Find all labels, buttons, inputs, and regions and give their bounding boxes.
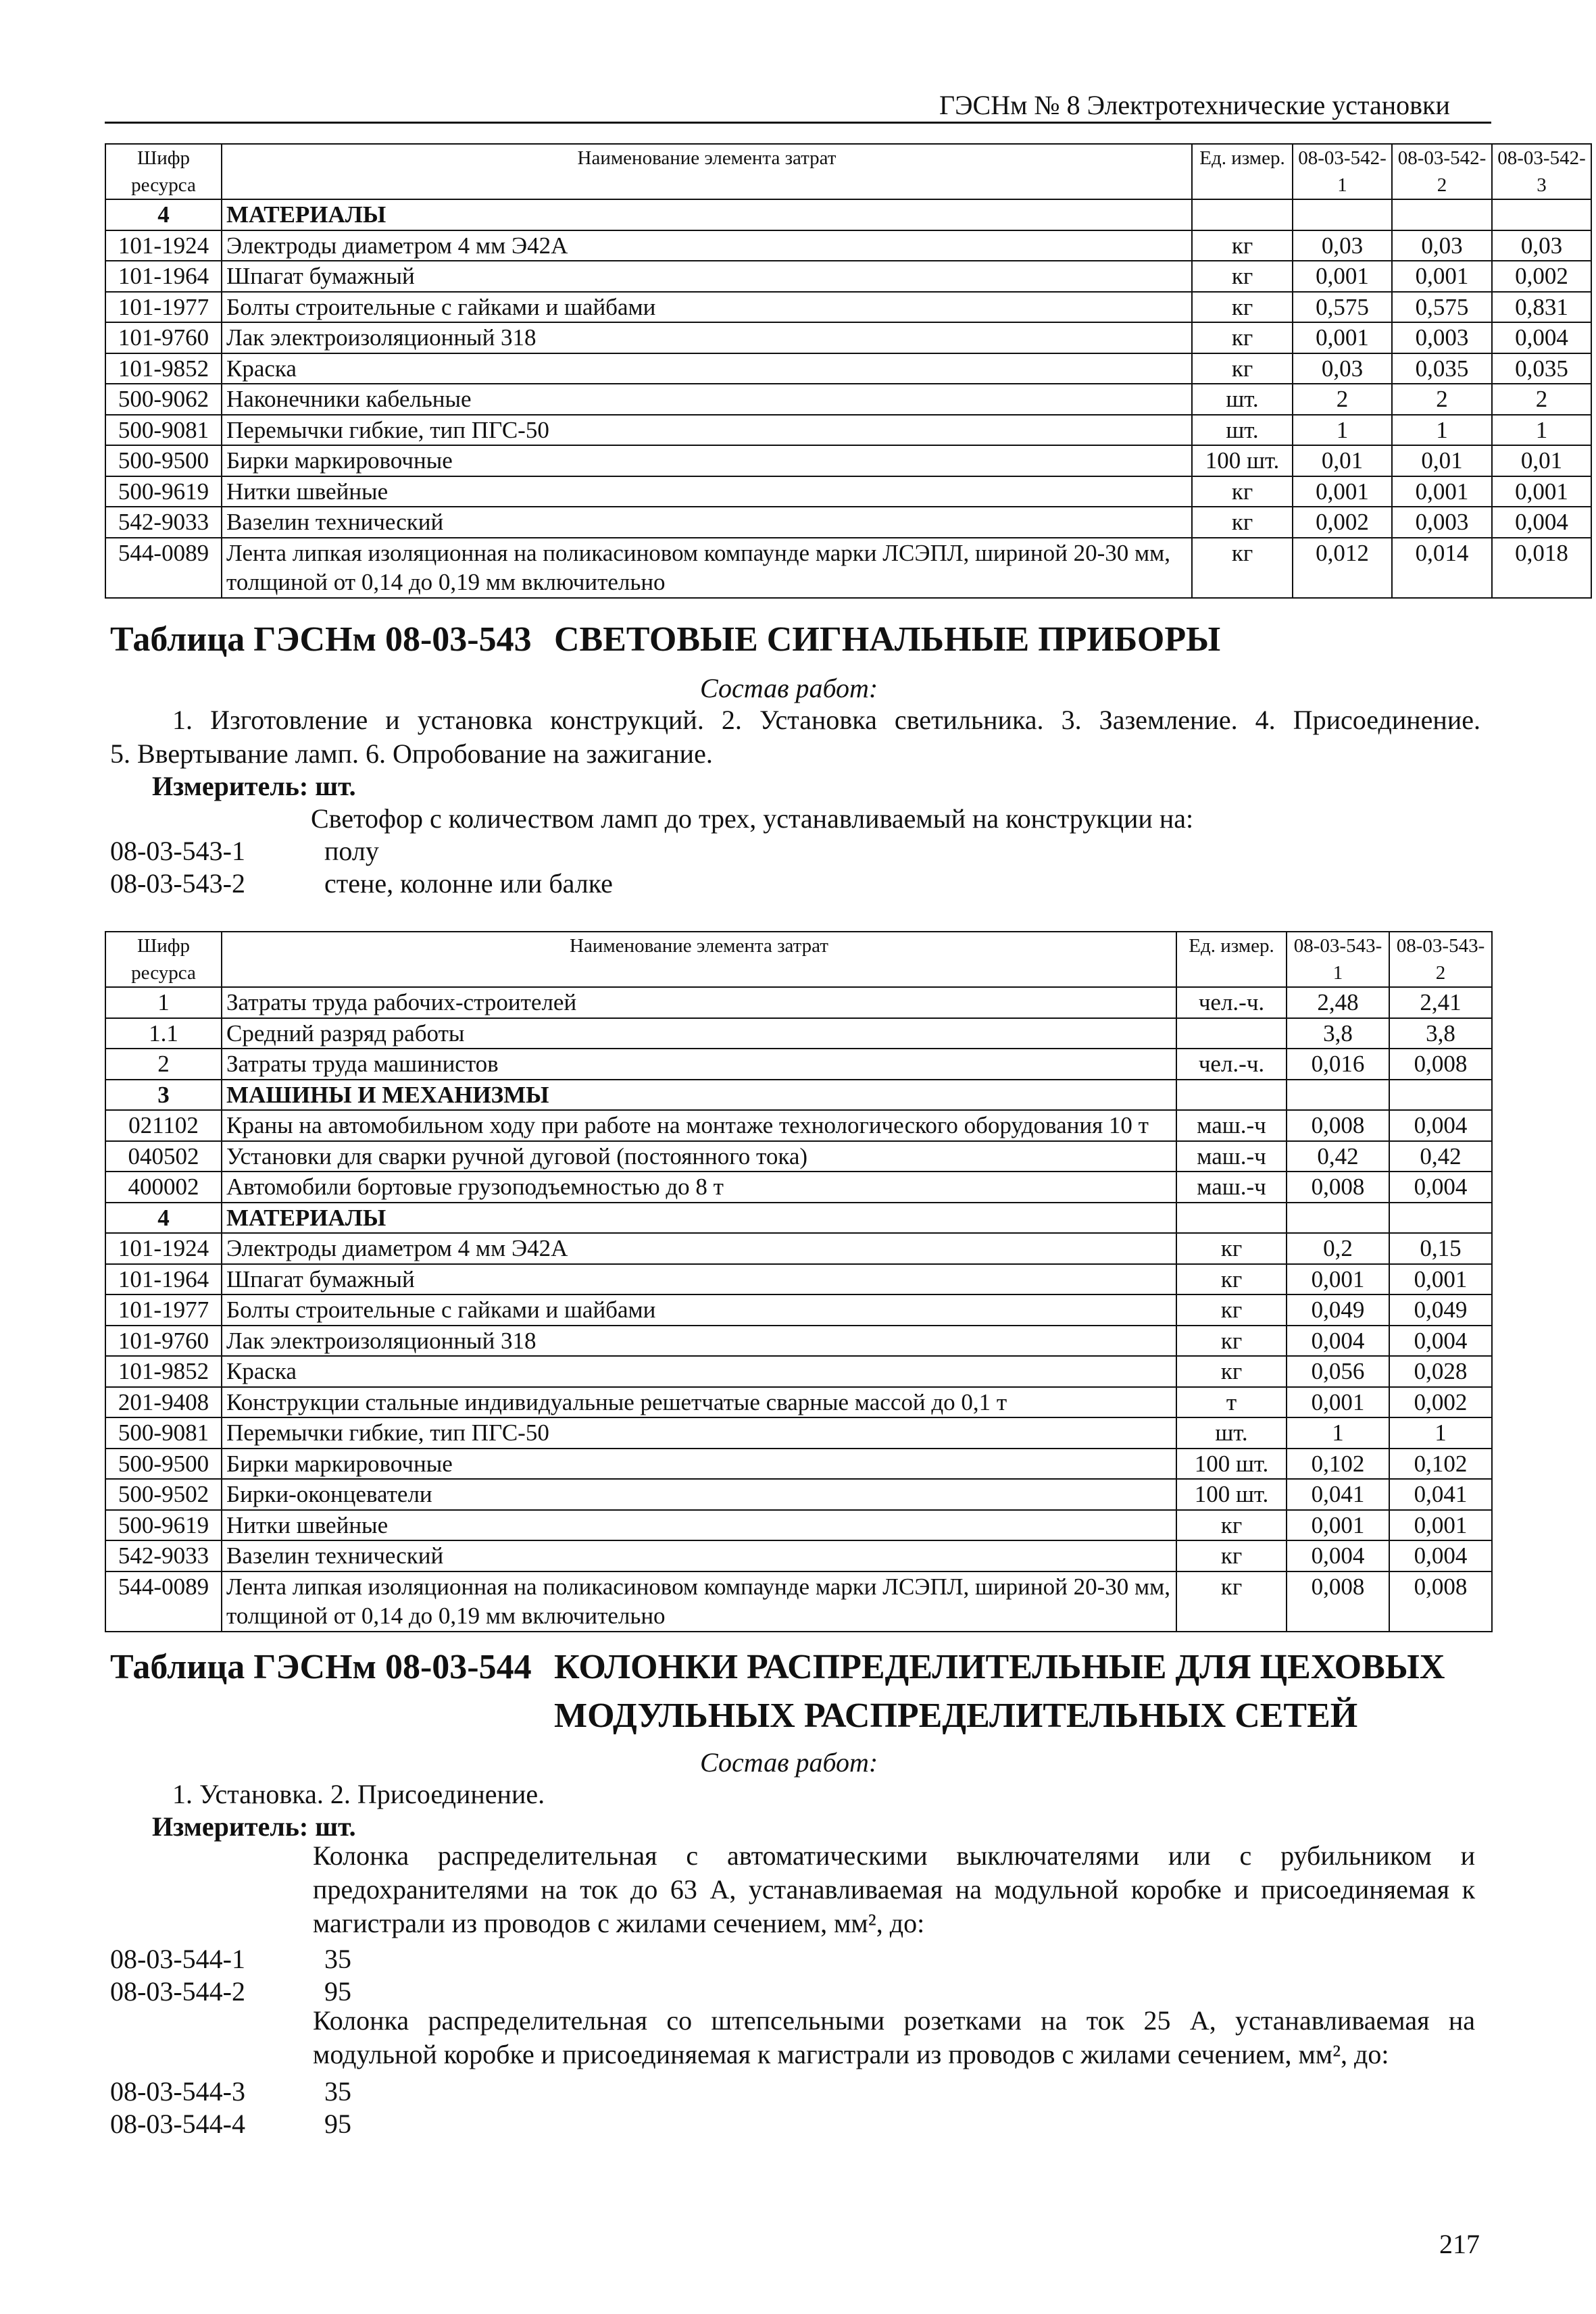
norm-value-cell-2: 0,003	[1392, 322, 1492, 353]
cost-item-cell: МАТЕРИАЛЫ	[222, 199, 1192, 230]
norm-value-cell-1	[1287, 1203, 1389, 1234]
norm-value-cell-1: 3,8	[1287, 1018, 1389, 1049]
norm-value-cell-1	[1287, 1080, 1389, 1111]
table-row	[105, 292, 1591, 323]
cost-item-cell: Краска	[222, 353, 1192, 384]
resource-code-cell: 544-0089	[105, 538, 222, 598]
norm-value-cell-1: 0,001	[1293, 322, 1392, 353]
unit-cell: т	[1176, 1387, 1287, 1418]
unit-cell: кг	[1176, 1326, 1287, 1357]
resource-code-cell: 500-9500	[105, 1449, 222, 1480]
norm-value-cell-3: 0,001	[1492, 476, 1591, 507]
norm-description: 95	[324, 1976, 351, 2007]
norm-value-cell-1: 0,008	[1287, 1110, 1389, 1141]
unit-cell: кг	[1176, 1510, 1287, 1541]
cost-item-cell: МАШИНЫ И МЕХАНИЗМЫ	[222, 1080, 1176, 1111]
column-header-name: Наименование элемента затрат	[222, 144, 1192, 199]
norm-description: полу	[324, 836, 379, 866]
cost-item-cell: Шпагат бумажный	[222, 1264, 1176, 1295]
norm-code: 08-03-544-4	[110, 2109, 245, 2139]
unit-cell: чел.-ч.	[1176, 1049, 1287, 1080]
norm-description: 95	[324, 2109, 351, 2139]
norm-value-cell-1: 0,575	[1293, 292, 1392, 323]
work-composition-line: 5. Ввертывание ламп. 6. Опробование на зажигание.	[110, 738, 713, 769]
resource-code-cell: 500-9619	[105, 1510, 222, 1541]
norm-value-cell-2: 0,01	[1392, 445, 1492, 476]
norm-value-cell-2: 0,002	[1389, 1387, 1492, 1418]
norm-group-description: Светофор с количеством ламп до трех, устанавливаемый на конструкции на:	[311, 803, 1194, 834]
norm-value-cell-3: 0,831	[1492, 292, 1591, 323]
table-row	[105, 230, 1591, 261]
resource-code-cell: 542-9033	[105, 1540, 222, 1571]
norm-value-cell-1: 0,056	[1287, 1356, 1389, 1387]
table-row	[105, 1110, 1492, 1141]
resource-code-cell: 101-9760	[105, 1326, 222, 1357]
table-543-title: СВЕТОВЫЕ СИГНАЛЬНЫЕ ПРИБОРЫ	[554, 620, 1221, 659]
table-544-code: Таблица ГЭСНм 08-03-544	[110, 1648, 532, 1686]
table-row	[105, 322, 1591, 353]
norm-value-cell-2: 0,42	[1389, 1141, 1492, 1172]
table-row	[105, 1449, 1492, 1480]
cost-item-cell: Лента липкая изоляционная на поликасиновом компаунде марки ЛСЭПЛ, шириной 20-30 мм, толщиной от 0,14 до 0,19 мм включительно	[222, 538, 1192, 598]
column-header-code: Шифр ресурса	[105, 932, 222, 987]
table-row	[105, 1326, 1492, 1357]
table-row	[105, 415, 1591, 446]
resource-code-cell: 2	[105, 1049, 222, 1080]
norm-value-cell-2: 1	[1392, 415, 1492, 446]
norm-value-cell-2: 0,03	[1392, 230, 1492, 261]
resource-code-cell: 101-1977	[105, 1294, 222, 1326]
unit-cell: кг	[1192, 292, 1293, 323]
running-header: ГЭСНм № 8 Электротехнические установки	[939, 90, 1450, 120]
norm-value-cell-1: 0,001	[1287, 1510, 1389, 1541]
resource-code-cell: 1.1	[105, 1018, 222, 1049]
norm-value-cell-2: 0,008	[1389, 1571, 1492, 1632]
cost-item-cell: Перемычки гибкие, тип ПГС-50	[222, 1417, 1176, 1449]
unit-cell: кг	[1192, 507, 1293, 538]
norm-value-cell-1: 0,001	[1293, 261, 1392, 292]
cost-item-cell: Наконечники кабельные	[222, 384, 1192, 415]
norm-code: 08-03-543-2	[110, 868, 245, 899]
table-row	[105, 1172, 1492, 1203]
unit-cell	[1192, 199, 1293, 230]
column-header-unit: Ед. измер.	[1176, 932, 1287, 987]
section-row	[105, 1203, 1492, 1234]
resource-code-cell: 101-1964	[105, 1264, 222, 1295]
resource-code-cell: 500-9081	[105, 1417, 222, 1449]
norm-value-cell-1: 0,001	[1287, 1387, 1389, 1418]
norm-value-cell-2: 0,014	[1392, 538, 1492, 598]
norm-value-cell-1: 0,01	[1293, 445, 1392, 476]
table-row	[105, 445, 1591, 476]
norm-value-cell-1: 2,48	[1287, 987, 1389, 1018]
unit-cell: кг	[1192, 322, 1293, 353]
cost-item-cell: Нитки швейные	[222, 476, 1192, 507]
norm-value-cell-1: 0,012	[1293, 538, 1392, 598]
resource-code-cell: 500-9619	[105, 476, 222, 507]
resource-code-cell: 201-9408	[105, 1387, 222, 1418]
resource-code-cell: 101-1964	[105, 261, 222, 292]
table-row	[105, 538, 1591, 598]
resource-code-cell: 500-9500	[105, 445, 222, 476]
header-rule	[105, 122, 1491, 124]
norm-code: 08-03-543-1	[110, 836, 245, 866]
norm-value-cell-3: 0,004	[1492, 322, 1591, 353]
table-row	[105, 1479, 1492, 1510]
norm-group-description: Колонка распределительная со штепсельными розетками на ток 25 А, устанавливаемая на модульной коробке и присоединяемая к магистрали из проводов с жилами сечением, мм², до:	[313, 2005, 1475, 2069]
resource-code-cell: 101-9852	[105, 353, 222, 384]
cost-item-cell: Средний разряд работы	[222, 1018, 1176, 1049]
cost-item-cell: Вазелин технический	[222, 1540, 1176, 1571]
table-row	[105, 261, 1591, 292]
resource-code-cell: 101-9760	[105, 322, 222, 353]
cost-item-cell: Нитки швейные	[222, 1510, 1176, 1541]
cost-item-cell: Электроды диаметром 4 мм Э42А	[222, 230, 1192, 261]
cost-item-cell: Бирки маркировочные	[222, 445, 1192, 476]
resource-code-cell: 101-1924	[105, 230, 222, 261]
norm-value-cell-3: 2	[1492, 384, 1591, 415]
norm-value-cell-1: 0,008	[1287, 1172, 1389, 1203]
cost-item-cell: Автомобили бортовые грузоподъемностью до 8 т	[222, 1172, 1176, 1203]
norm-value-cell-3: 0,018	[1492, 538, 1591, 598]
resource-code-cell: 3	[105, 1080, 222, 1111]
norm-value-cell-1: 1	[1287, 1417, 1389, 1449]
table-row	[105, 1417, 1492, 1449]
section-row	[105, 199, 1591, 230]
norm-code: 08-03-544-1	[110, 1944, 245, 1974]
table-544-title-line-2: МОДУЛЬНЫХ РАСПРЕДЕЛИТЕЛЬНЫХ СЕТЕЙ	[554, 1696, 1358, 1735]
column-header-norm-1: 08-03-542-1	[1293, 144, 1392, 199]
unit-cell: кг	[1176, 1294, 1287, 1326]
unit-cell: шт.	[1192, 415, 1293, 446]
unit-cell	[1176, 1203, 1287, 1234]
table-row	[105, 987, 1492, 1018]
unit-cell: кг	[1176, 1540, 1287, 1571]
cost-item-cell: Вазелин технический	[222, 507, 1192, 538]
resource-code-cell: 040502	[105, 1141, 222, 1172]
norm-code: 08-03-544-2	[110, 1976, 245, 2007]
cost-item-cell: Затраты труда рабочих-строителей	[222, 987, 1176, 1018]
norm-value-cell-1: 0,42	[1287, 1141, 1389, 1172]
cost-item-cell: Установки для сварки ручной дуговой (постоянного тока)	[222, 1141, 1176, 1172]
table-row	[105, 476, 1591, 507]
norm-value-cell-2: 0,049	[1389, 1294, 1492, 1326]
cost-item-cell: Болты строительные с гайками и шайбами	[222, 1294, 1176, 1326]
table-header-row	[105, 932, 1492, 987]
norm-value-cell-1: 0,03	[1293, 230, 1392, 261]
resource-code-cell: 542-9033	[105, 507, 222, 538]
norm-value-cell-2: 0,028	[1389, 1356, 1492, 1387]
unit-cell	[1176, 1080, 1287, 1111]
measure-unit: Измеритель: шт.	[152, 1811, 356, 1842]
table-543-code: Таблица ГЭСНм 08-03-543	[110, 620, 532, 659]
norm-value-cell-1: 0,2	[1287, 1233, 1389, 1264]
table-row	[105, 1387, 1492, 1418]
norm-value-cell-2: 0,035	[1392, 353, 1492, 384]
page-number: 217	[1439, 2229, 1480, 2259]
unit-cell: кг	[1192, 538, 1293, 598]
norm-value-cell-1: 0,001	[1287, 1264, 1389, 1295]
norm-value-cell-2: 0,15	[1389, 1233, 1492, 1264]
column-header-code: Шифр ресурса	[105, 144, 222, 199]
unit-cell: 100 шт.	[1176, 1479, 1287, 1510]
table-row	[105, 1571, 1492, 1632]
table-row	[105, 1018, 1492, 1049]
cost-item-cell: Шпагат бумажный	[222, 261, 1192, 292]
norm-description: 35	[324, 1944, 351, 1974]
table-row	[105, 1233, 1492, 1264]
norm-value-cell-2: 0,004	[1389, 1110, 1492, 1141]
norm-group-description: Колонка распределительная с автоматическими выключателями или с рубильником и предохранителями на ток до 63 А, устанавливаемая на модульной коробке и присоединяемая к магистрали из проводов с жилами сечением, мм², до:	[313, 1840, 1475, 1938]
resource-code-cell: 101-1977	[105, 292, 222, 323]
unit-cell: кг	[1176, 1264, 1287, 1295]
cost-item-cell: Электроды диаметром 4 мм Э42А	[222, 1233, 1176, 1264]
unit-cell: кг	[1192, 476, 1293, 507]
table-row	[105, 353, 1591, 384]
norm-value-cell-2: 2,41	[1389, 987, 1492, 1018]
column-header-unit: Ед. измер.	[1192, 144, 1293, 199]
work-composition-heading: Состав работ:	[700, 1747, 878, 1778]
norm-value-cell-2: 0,008	[1389, 1049, 1492, 1080]
resource-code-cell: 021102	[105, 1110, 222, 1141]
cost-item-cell: Лента липкая изоляционная на поликасиновом компаунде марки ЛСЭПЛ, шириной 20-30 мм, толщиной от 0,14 до 0,19 мм включительно	[222, 1571, 1176, 1632]
work-composition-heading: Состав работ:	[700, 673, 878, 703]
norm-value-cell-3	[1492, 199, 1591, 230]
norm-value-cell-2: 3,8	[1389, 1018, 1492, 1049]
cost-item-cell: МАТЕРИАЛЫ	[222, 1203, 1176, 1234]
cost-item-cell: Перемычки гибкие, тип ПГС-50	[222, 415, 1192, 446]
column-header-name: Наименование элемента затрат	[222, 932, 1176, 987]
column-header-norm-2: 08-03-543-2	[1389, 932, 1492, 987]
norm-description: стене, колонне или балке	[324, 868, 613, 899]
table-header-row	[105, 144, 1591, 199]
table-row	[105, 1264, 1492, 1295]
unit-cell: 100 шт.	[1192, 445, 1293, 476]
resource-code-cell: 500-9502	[105, 1479, 222, 1510]
resource-code-cell: 400002	[105, 1172, 222, 1203]
norm-value-cell-2: 0,001	[1389, 1510, 1492, 1541]
section-row	[105, 1080, 1492, 1111]
column-header-norm-2: 08-03-542-2	[1392, 144, 1492, 199]
table-row	[105, 1049, 1492, 1080]
norm-value-cell-1: 0,03	[1293, 353, 1392, 384]
resource-table-542	[105, 143, 1592, 599]
unit-cell: маш.-ч	[1176, 1110, 1287, 1141]
unit-cell: шт.	[1176, 1417, 1287, 1449]
norm-value-cell-3: 0,01	[1492, 445, 1591, 476]
unit-cell	[1176, 1018, 1287, 1049]
unit-cell: кг	[1192, 353, 1293, 384]
norm-value-cell-2: 0,004	[1389, 1172, 1492, 1203]
norm-value-cell-2: 0,001	[1392, 476, 1492, 507]
unit-cell: кг	[1176, 1356, 1287, 1387]
norm-value-cell-1: 0,004	[1287, 1540, 1389, 1571]
norm-value-cell-2: 0,001	[1389, 1264, 1492, 1295]
norm-value-cell-2	[1392, 199, 1492, 230]
norm-value-cell-3: 0,002	[1492, 261, 1591, 292]
cost-item-cell: Затраты труда машинистов	[222, 1049, 1176, 1080]
table-row	[105, 384, 1591, 415]
cost-item-cell: Бирки-оконцеватели	[222, 1479, 1176, 1510]
norm-value-cell-3: 0,035	[1492, 353, 1591, 384]
norm-value-cell-1	[1293, 199, 1392, 230]
norm-value-cell-1: 0,016	[1287, 1049, 1389, 1080]
norm-value-cell-2: 0,041	[1389, 1479, 1492, 1510]
norm-value-cell-1: 2	[1293, 384, 1392, 415]
cost-item-cell: Бирки маркировочные	[222, 1449, 1176, 1480]
table-row	[105, 1294, 1492, 1326]
unit-cell: чел.-ч.	[1176, 987, 1287, 1018]
norm-value-cell-2: 1	[1389, 1417, 1492, 1449]
norm-value-cell-3: 0,03	[1492, 230, 1591, 261]
norm-value-cell-2: 0,575	[1392, 292, 1492, 323]
resource-code-cell: 4	[105, 1203, 222, 1234]
norm-value-cell-2	[1389, 1080, 1492, 1111]
unit-cell: 100 шт.	[1176, 1449, 1287, 1480]
unit-cell: маш.-ч	[1176, 1141, 1287, 1172]
norm-value-cell-2: 0,003	[1392, 507, 1492, 538]
work-composition-line: 1. Изготовление и установка конструкций. 2. Установка светильника. 3. Заземление. 4. Присоединение.	[172, 705, 1480, 735]
unit-cell: кг	[1176, 1233, 1287, 1264]
norm-value-cell-2: 2	[1392, 384, 1492, 415]
cost-item-cell: Краска	[222, 1356, 1176, 1387]
measure-unit: Измеритель: шт.	[152, 771, 356, 801]
cost-item-cell: Конструкции стальные индивидуальные решетчатые сварные массой до 0,1 т	[222, 1387, 1176, 1418]
resource-code-cell: 101-9852	[105, 1356, 222, 1387]
table-row	[105, 1510, 1492, 1541]
work-composition-line: 1. Установка. 2. Присоединение.	[172, 1779, 545, 1809]
resource-table-543	[105, 931, 1493, 1632]
norm-value-cell-2: 0,001	[1392, 261, 1492, 292]
norm-value-cell-1: 0,002	[1293, 507, 1392, 538]
table-row	[105, 1540, 1492, 1571]
table-row	[105, 507, 1591, 538]
cost-item-cell: Болты строительные с гайками и шайбами	[222, 292, 1192, 323]
norm-value-cell-3: 0,004	[1492, 507, 1591, 538]
norm-value-cell-2: 0,004	[1389, 1326, 1492, 1357]
norm-code: 08-03-544-3	[110, 2076, 245, 2107]
norm-value-cell-1: 0,001	[1293, 476, 1392, 507]
norm-value-cell-2: 0,102	[1389, 1449, 1492, 1480]
unit-cell: маш.-ч	[1176, 1172, 1287, 1203]
norm-value-cell-1: 1	[1293, 415, 1392, 446]
resource-code-cell: 101-1924	[105, 1233, 222, 1264]
norm-value-cell-3: 1	[1492, 415, 1591, 446]
unit-cell: кг	[1176, 1571, 1287, 1632]
norm-value-cell-1: 0,008	[1287, 1571, 1389, 1632]
cost-item-cell: Краны на автомобильном ходу при работе на монтаже технологического оборудования 10 т	[222, 1110, 1176, 1141]
norm-value-cell-1: 0,102	[1287, 1449, 1389, 1480]
cost-item-cell: Лак электроизоляционный 318	[222, 1326, 1176, 1357]
norm-value-cell-1: 0,041	[1287, 1479, 1389, 1510]
cost-item-cell: Лак электроизоляционный 318	[222, 322, 1192, 353]
norm-value-cell-2: 0,004	[1389, 1540, 1492, 1571]
column-header-norm-1: 08-03-543-1	[1287, 932, 1389, 987]
resource-code-cell: 500-9081	[105, 415, 222, 446]
resource-code-cell: 4	[105, 199, 222, 230]
norm-value-cell-1: 0,049	[1287, 1294, 1389, 1326]
unit-cell: кг	[1192, 230, 1293, 261]
unit-cell: кг	[1192, 261, 1293, 292]
resource-code-cell: 500-9062	[105, 384, 222, 415]
norm-value-cell-1: 0,004	[1287, 1326, 1389, 1357]
resource-code-cell: 544-0089	[105, 1571, 222, 1632]
table-row	[105, 1356, 1492, 1387]
norm-description: 35	[324, 2076, 351, 2107]
norm-value-cell-2	[1389, 1203, 1492, 1234]
unit-cell: шт.	[1192, 384, 1293, 415]
table-544-title-line-1: КОЛОНКИ РАСПРЕДЕЛИТЕЛЬНЫЕ ДЛЯ ЦЕХОВЫХ	[554, 1648, 1445, 1686]
resource-code-cell: 1	[105, 987, 222, 1018]
column-header-norm-3: 08-03-542-3	[1492, 144, 1591, 199]
table-row	[105, 1141, 1492, 1172]
